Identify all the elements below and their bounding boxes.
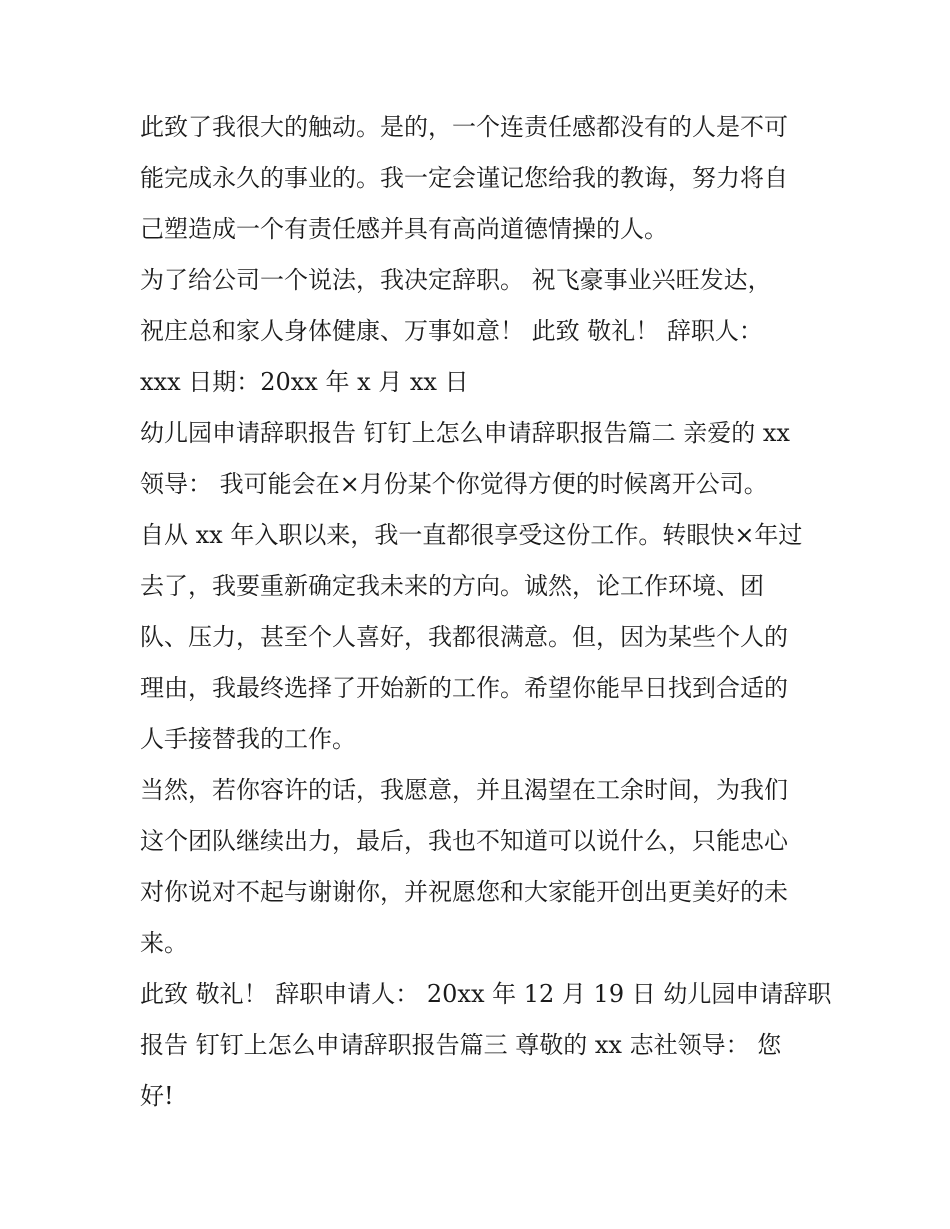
text-line: 此致 敬礼！ 辞职申请人： 20xx 年 12 月 19 日 幼儿园申请辞职 — [140, 980, 832, 1008]
text-line: 报告 钉钉上怎么申请辞职报告篇三 尊敬的 xx 志社领导： 您 — [140, 1031, 782, 1059]
text-line: 好! — [140, 1082, 174, 1110]
text-line: 队、压力，甚至个人喜好，我都很满意。但，因为某些个人的 — [140, 623, 788, 651]
text-line: 去了，我要重新确定我未来的方向。诚然，论工作环境、团 — [140, 572, 764, 600]
text-line: 此致了我很大的触动。是的，一个连责任感都没有的人是不可 — [140, 113, 788, 141]
text-line: 当然，若你容许的话，我愿意，并且渴望在工余时间，为我们 — [140, 776, 788, 804]
text-line: 人手接替我的工作。 — [140, 725, 356, 753]
text-line: 领导： 我可能会在×月份某个你觉得方便的时候离开公司。 — [140, 470, 768, 498]
text-line: 理由，我最终选择了开始新的工作。希望你能早日找到合适的 — [140, 674, 788, 702]
text-line: xxx 日期：20xx 年 x 月 xx 日 — [140, 368, 469, 396]
text-line: 幼儿园申请辞职报告 钉钉上怎么申请辞职报告篇二 亲爱的 xx — [140, 419, 790, 447]
text-line: 来。 — [140, 929, 188, 957]
text-line: 能完成永久的事业的。我一定会谨记您给我的教诲，努力将自 — [140, 164, 788, 192]
text-line: 为了给公司一个说法，我决定辞职。 祝飞豪事业兴旺发达， — [140, 266, 772, 294]
text-line: 自从 xx 年入职以来，我一直都很享受这份工作。转眼快×年过 — [140, 521, 803, 549]
text-line: 对你说对不起与谢谢你，并祝愿您和大家能开创出更美好的未 — [140, 878, 788, 906]
text-line: 己塑造成一个有责任感并具有高尚道德情操的人。 — [140, 215, 668, 243]
text-line: 祝庄总和家人身体健康、万事如意！ 此致 敬礼！ 辞职人： — [140, 317, 763, 345]
text-line: 这个团队继续出力，最后，我也不知道可以说什么，只能忠心 — [140, 827, 788, 855]
document-body — [140, 102, 832, 1122]
